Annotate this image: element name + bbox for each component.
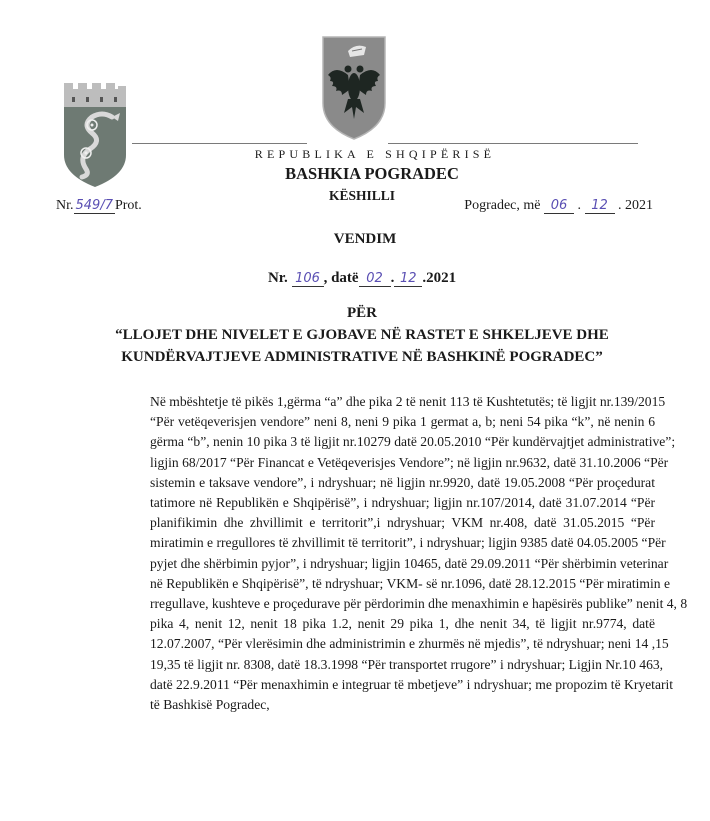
- decision-number-line: Nr. 106 , datë 02 . 12 .2021: [267, 270, 457, 286]
- paragraph-line: pyjet dhe shërbimin pyjor”, i ndryshuar; ligjin 10465, datë 29.09.2011 “Për shërbimin veterinar: [150, 555, 669, 571]
- decision-number-handwritten: 106: [292, 272, 324, 287]
- paragraph-line: datë 22.9.2011 “Për menaxhimin e integruar të mbetjeve” i ndryshuar; me propozim të Kryetarit: [150, 676, 674, 692]
- paragraph-line: në Republikën e Shqipërisë”, të ndryshuar; VKM- së nr.1096, datë 28.12.2015 “Për miratimin e: [150, 575, 670, 591]
- decision-title: [0, 324, 710, 368]
- paragraph-line: rregullave, kushteve e proçedurave për përdorimin dhe menaxhimin e hapësirës publike” nenit 4, 8: [150, 596, 688, 612]
- header-rule-right: [388, 143, 638, 144]
- decision-nr-label: Nr.: [267, 270, 288, 286]
- protocol-reference: [56, 198, 142, 214]
- paragraph-line: gërma “b”, nenin 10 pika 3 të ligjit nr.10279 datë 20.05.2010 “Për kundërvajtjet administrative”;: [150, 434, 676, 450]
- decision-title-line: KUNDËRVAJTJEVE ADMINISTRATIVE NË BASHKINË POGRADEC”: [121, 349, 603, 365]
- paragraph-line: pika 4, nenit 12, nenit 18 pika 1.2, nenit 29 pika 1, dhe nenit 34, të ligjit nr.9774, datë: [150, 616, 655, 632]
- header-rule-left: [132, 143, 307, 144]
- protocol-prefix: Nr.: [56, 198, 74, 213]
- paragraph-line: miratimin e rregullores të zhvillimit të territorit”, i ndryshuar; ligjin 9385 datë 04.05.2005 “Për: [150, 535, 666, 551]
- country-name: REPUBLIKA E SHQIPËRISË: [254, 147, 496, 161]
- legal-basis-paragraph: [150, 392, 688, 715]
- paragraph-line: tatimore në Republikën e Shqipërisë”, i ndryshuar; ligjin nr.107/2014, datë 31.07.2014 “Për: [150, 495, 655, 511]
- place-prefix: Pogradec, më: [464, 198, 541, 213]
- protocol-suffix: Prot.: [114, 198, 142, 213]
- paragraph-line: Në mbështetje të pikës 1,gërma “a” dhe pika 2 të nenit 113 të Kushtetutës; të ligjit nr.139/2015: [150, 394, 666, 409]
- paragraph-line: “Për vetëqeverisjen vendore” neni 8, neni 9 pika 1 germat a, b; neni 54 pika “k”, në nenin 6: [150, 414, 655, 430]
- municipality-name: BASHKIA POGRADEC: [285, 164, 459, 183]
- protocol-number-handwritten: 549/7: [75, 198, 113, 213]
- albania-coat-of-arms-icon: [322, 31, 386, 141]
- paragraph-line: ligjin 68/2017 “Për Financat e Vetëqeverisjes Vendore”; në ligjin nr.9632, datë 31.10.2006 “Për: [150, 454, 669, 470]
- decision-title-line: “LLOJET DHE NIVELET E GJOBAVE NË RASTET E SHKELJEVE DHE: [115, 327, 609, 343]
- decision-date-day-handwritten: 02: [359, 272, 391, 287]
- decision-date-month-handwritten: 12: [394, 272, 422, 287]
- decision-date-year: .2021: [422, 270, 457, 286]
- date-month-handwritten: 12: [585, 199, 615, 214]
- council-name: KËSHILLI: [328, 188, 396, 203]
- paragraph-line: 19,35 të ligjit nr. 8308, datë 18.3.1998 “Për transportet rrugore” i ndryshuar; Ligjin Nr.10 463,: [150, 656, 664, 672]
- paragraph-line: 12.07.2007, “Për vlerësimin dhe administrimin e zhurmës në mjedis”, të ndryshuar; neni 14 ,15: [150, 636, 669, 652]
- paragraph-line: planifikimin dhe zhvillimit e territorit”,i ndryshuar; VKM nr.408, datë 31.05.2015 “Për: [150, 515, 655, 531]
- paragraph-line: të Bashkisë Pogradec,: [150, 697, 270, 713]
- per-heading: PËR: [347, 305, 377, 321]
- date-year: 2021: [625, 198, 653, 213]
- decision-heading: VENDIM: [333, 231, 397, 247]
- place-date: Pogradec, më 06 . 12 . 2021: [464, 198, 653, 213]
- decision-date-label: datë: [331, 270, 359, 286]
- paragraph-line: sistemin e taksave vendore”, i ndryshuar; në ligjin nr.9920, datë 19.05.2008 “Për proçedurat: [150, 474, 655, 490]
- date-day-handwritten: 06: [544, 199, 574, 214]
